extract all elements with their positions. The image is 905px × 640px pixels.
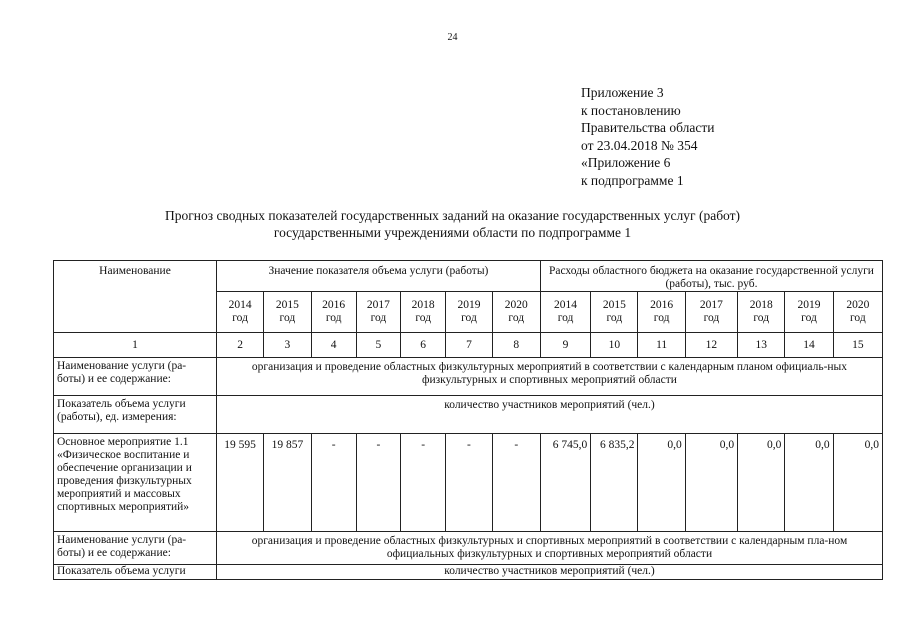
appendix-block — [581, 84, 714, 189]
header-year-expense: 2014 год — [540, 292, 590, 333]
service-name-value: организация и проведение областных физкультурных мероприятий в соответствии с календарным планом официаль-ных физкультурных и спортивных мероприятий области — [216, 358, 882, 396]
expense-value-2018: 0,0 — [738, 434, 785, 532]
column-number: 14 — [785, 333, 833, 358]
appendix-line: Правительства области — [581, 120, 715, 135]
volume-value-2017: - — [356, 434, 400, 532]
volume-value-2014: 19 595 — [216, 434, 263, 532]
column-number: 5 — [356, 333, 400, 358]
column-number: 6 — [401, 333, 446, 358]
expense-value-2020: 0,0 — [833, 434, 882, 532]
expense-value-2015: 6 835,2 — [591, 434, 638, 532]
appendix-line: к постановлению — [581, 102, 681, 118]
expense-value-2017: 0,0 — [685, 434, 737, 532]
service-row-1 — [54, 358, 883, 396]
volume-value-2018: - — [401, 434, 446, 532]
volume-value-2016: - — [311, 434, 356, 532]
header-year-volume: 2015 год — [264, 292, 311, 333]
measure-label: Основное мероприятие 1.1 «Физическое воспитание и обеспечение организации и проведения физкультурных мероприятий и массовых спортивных мероприятий» — [54, 434, 217, 532]
column-number: 3 — [264, 333, 311, 358]
header-year-expense: 2018 год — [738, 292, 785, 333]
appendix-line: от 23.04.2018 № 354 — [581, 137, 698, 153]
column-number: 11 — [638, 333, 685, 358]
header-row-1 — [54, 261, 883, 292]
header-year-volume: 2019 год — [446, 292, 492, 333]
indicator-row-1 — [54, 396, 883, 434]
page-number: 24 — [447, 32, 458, 43]
appendix-line: к подпрограмме 1 — [581, 172, 684, 188]
column-number: 4 — [311, 333, 356, 358]
title-line-2: государственными учреждениями области по подпрограмме 1 — [273, 225, 632, 240]
indicator-label: Показатель объема услуги — [54, 565, 217, 580]
expense-value-2019: 0,0 — [785, 434, 833, 532]
indicator-value: количество участников мероприятий (чел.) — [216, 396, 882, 434]
column-number: 15 — [833, 333, 882, 358]
column-number: 9 — [540, 333, 590, 358]
column-number: 2 — [216, 333, 263, 358]
header-year-expense: 2017 год — [685, 292, 737, 333]
expense-value-2014: 6 745,0 — [540, 434, 590, 532]
header-year-expense: 2016 год — [638, 292, 685, 333]
column-number-row — [54, 333, 883, 358]
measure-row — [54, 434, 883, 532]
service-name-label: Наименование услуги (ра-боты) и ее содержание: — [54, 532, 217, 565]
document-title — [0, 207, 905, 241]
header-year-expense: 2015 год — [591, 292, 638, 333]
indicator-row-2 — [54, 565, 883, 580]
indicator-value: количество участников мероприятий (чел.) — [216, 565, 882, 580]
appendix-line: Приложение 3 — [581, 85, 664, 100]
title-line-1: Прогноз сводных показателей государственных заданий на оказание государственных услуг (работ) — [164, 208, 741, 223]
header-volume-group: Значение показателя объема услуги (работы) — [216, 261, 540, 292]
expense-value-2016: 0,0 — [638, 434, 685, 532]
appendix-line: «Приложение 6 — [581, 155, 671, 170]
forecast-table — [53, 260, 883, 580]
header-year-volume: 2016 год — [311, 292, 356, 333]
header-year-volume: 2020 год — [492, 292, 540, 333]
column-number: 10 — [591, 333, 638, 358]
service-name-value: организация и проведение областных физкультурных и спортивных мероприятий в соответствии с календарным пла-ном официальных физкультурных и спортивных мероприятий области — [216, 532, 882, 565]
service-row-2 — [54, 532, 883, 565]
header-year-volume: 2018 год — [401, 292, 446, 333]
header-year-volume: 2017 год — [356, 292, 400, 333]
volume-value-2015: 19 857 — [264, 434, 311, 532]
header-year-expense: 2020 год — [833, 292, 882, 333]
indicator-label: Показатель объема услуги (работы), ед. измерения: — [54, 396, 217, 434]
volume-value-2020: - — [492, 434, 540, 532]
column-number: 7 — [446, 333, 492, 358]
header-name: Наименование — [54, 261, 217, 333]
column-number: 12 — [685, 333, 737, 358]
column-number: 1 — [54, 333, 217, 358]
column-number: 8 — [492, 333, 540, 358]
header-year-volume: 2014 год — [216, 292, 263, 333]
column-number: 13 — [738, 333, 785, 358]
header-year-expense: 2019 год — [785, 292, 833, 333]
volume-value-2019: - — [446, 434, 492, 532]
service-name-label: Наименование услуги (ра-боты) и ее содержание: — [54, 358, 217, 396]
header-expense-group: Расходы областного бюджета на оказание государственной услуги (работы), тыс. руб. — [540, 261, 882, 292]
